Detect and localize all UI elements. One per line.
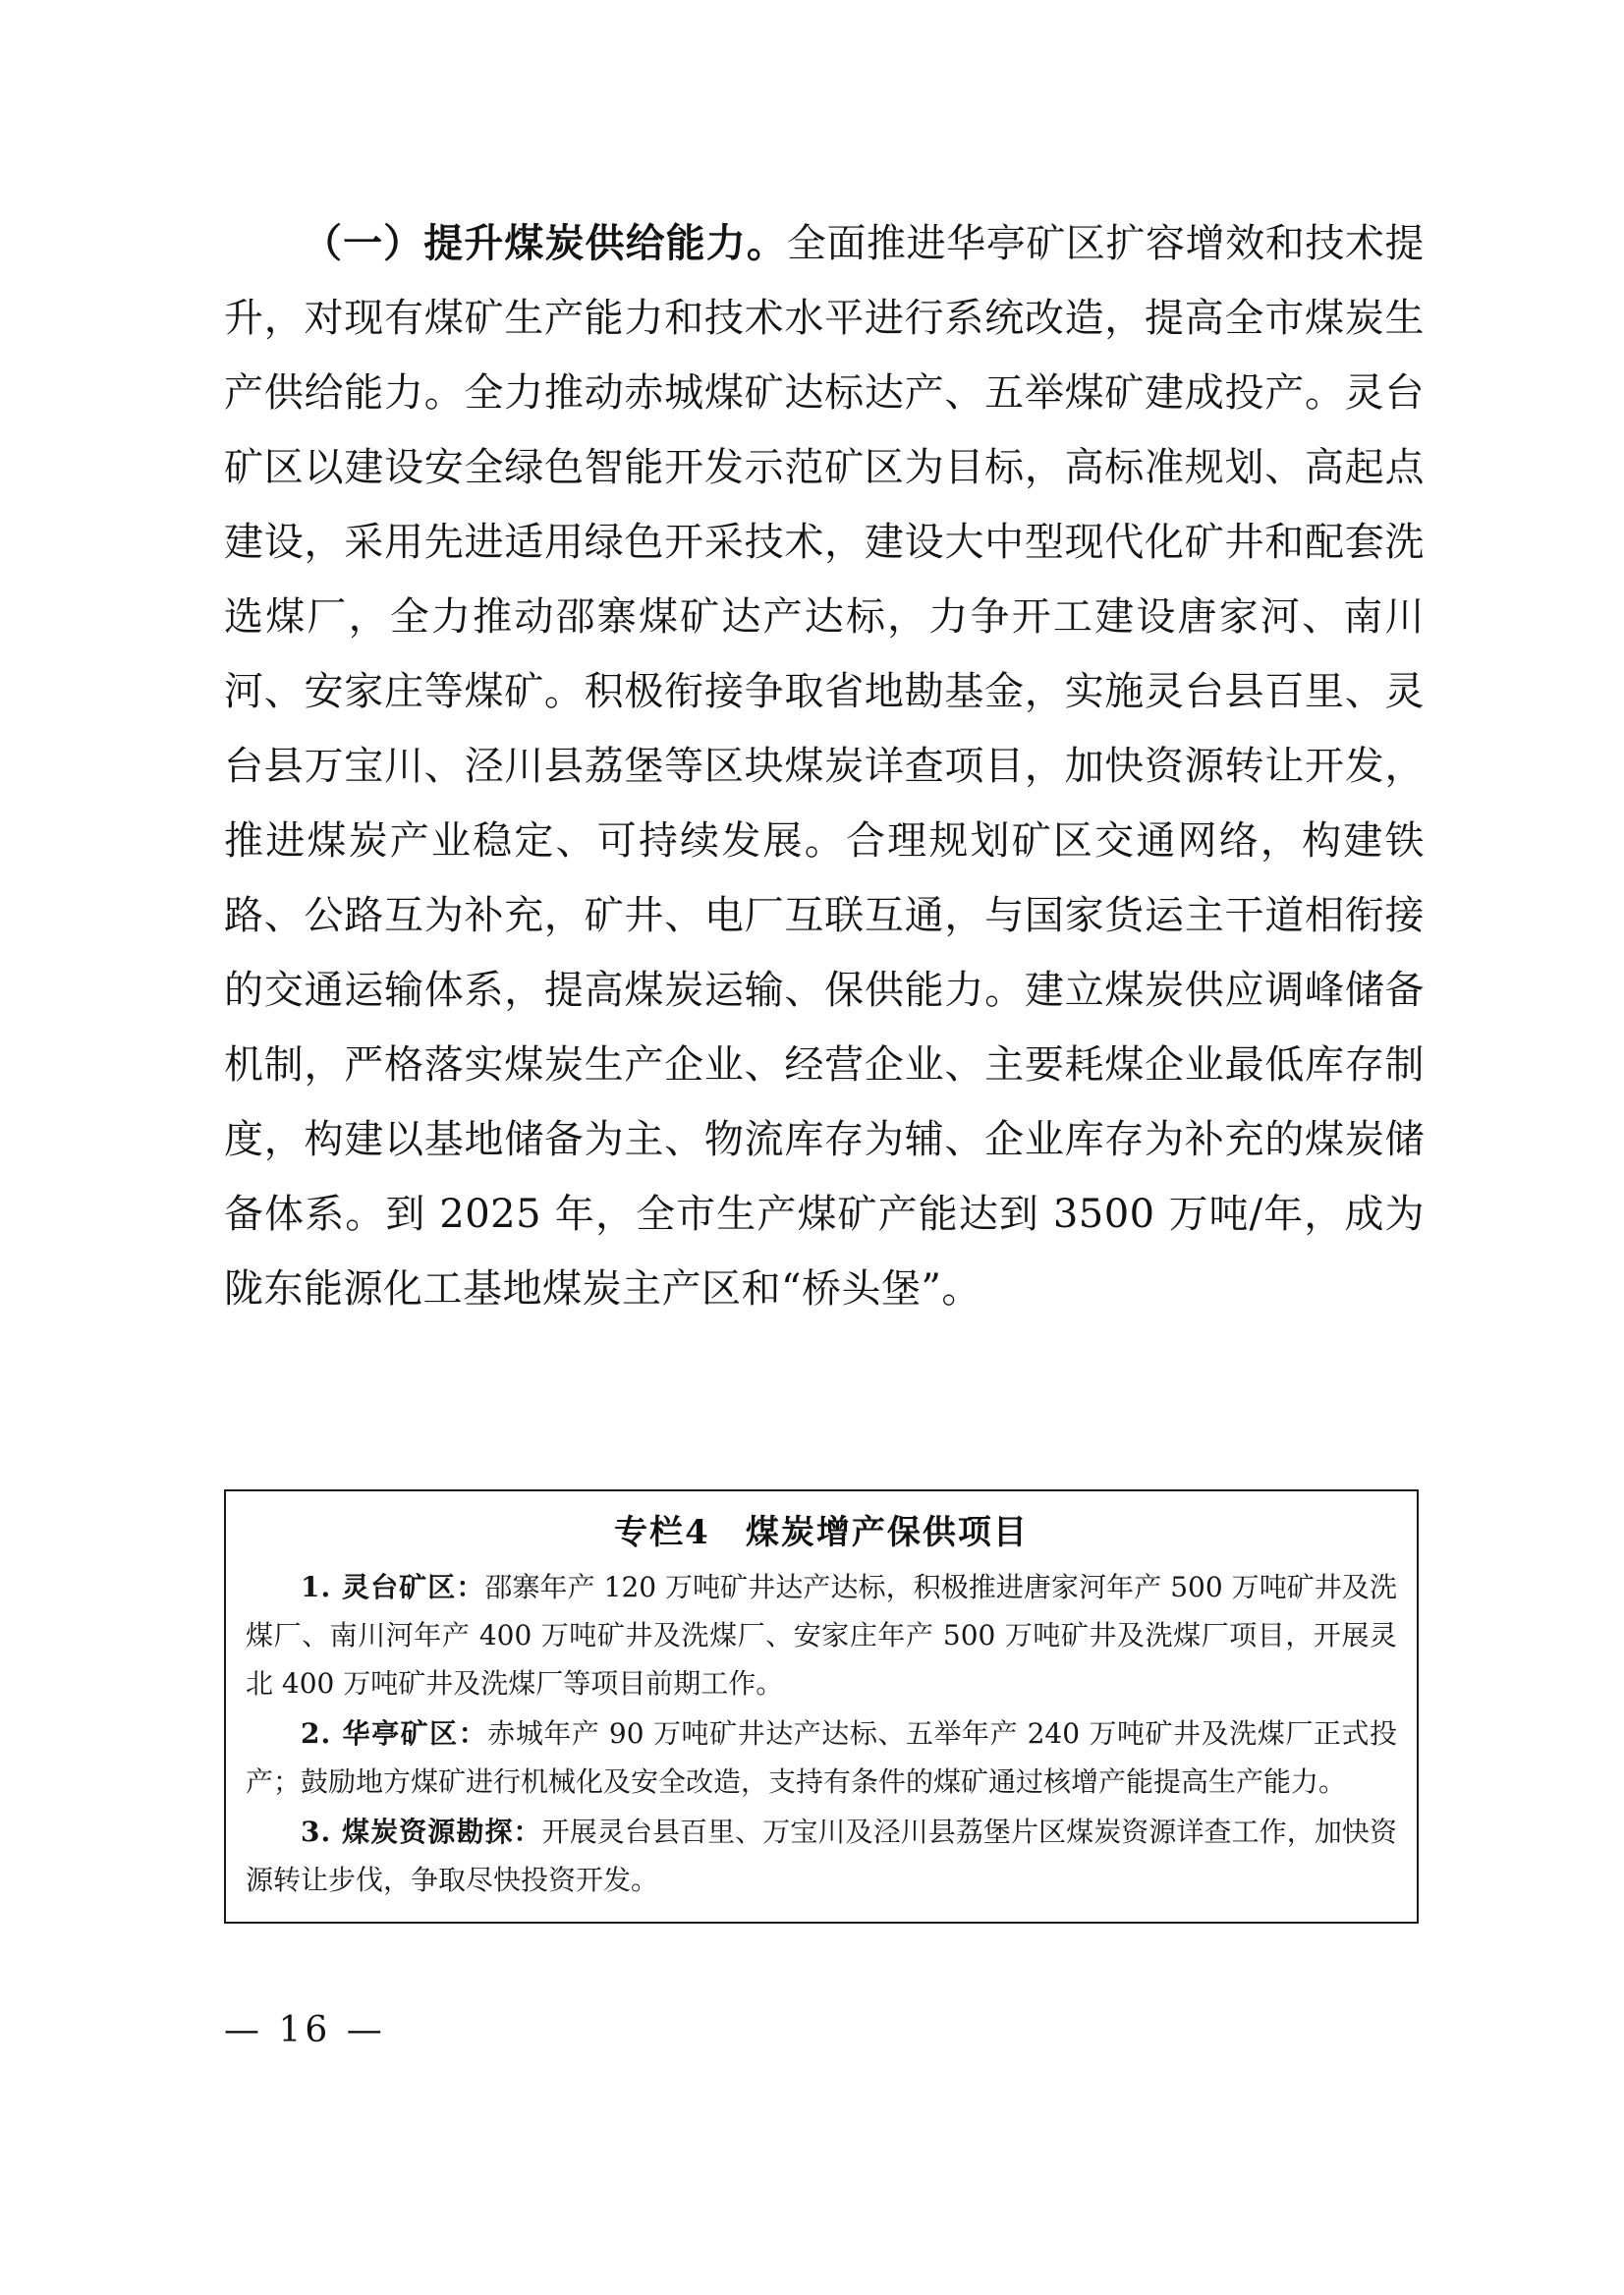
callout-item-head: 3. 煤炭资源勘探： [301,1816,542,1848]
callout-item [246,1808,1397,1904]
callout-box [224,1489,1419,1924]
page-number: — 16 — [224,2010,386,2050]
callout-item-text: 邵寨年产 120 万吨矿井达产达标，积极推进唐家河年产 500 万吨矿井及洗煤厂、南川河年产 400 万吨矿井及洗煤厂、安家庄年产 500 万吨矿井及洗煤厂项目，开展灵北 400 万吨矿井及洗煤厂等项目前期工作。 [246,1571,1397,1700]
main-text-block [224,206,1425,1326]
section-paragraph [224,206,1425,1326]
section-heading: （一）提升煤炭供给能力。 [303,220,787,266]
section-body-text: 全面推进华亭矿区扩容增效和技术提升，对现有煤矿生产能力和技术水平进行系统改造，提高全市煤炭生产供给能力。全力推动赤城煤矿达标达产、五举煤矿建成投产。灵台矿区以建设安全绿色智能开发示范矿区为目标，高标准规划、高起点建设，采用先进适用绿色开采技术，建设大中型现代化矿井和配套洗选煤厂，全力推动邵寨煤矿达产达标，力争开工建设唐家河、南川河、安家庄等煤矿。积极衔接争取省地勘基金，实施灵台县百里、灵台县万宝川、泾川县荔堡等区块煤炭详查项目，加快资源转让开发，推进煤炭产业稳定、可持续发展。合理规划矿区交通网络，构建铁路、公路互为补充，矿井、电厂互联互通，与国家货运主干道相衔接的交通运输体系，提高煤炭运输、保供能力。建立煤炭供应调峰储备机制，严格落实煤炭生产企业、经营企业、主要耗煤企业最低库存制度，构建以基地储备为主、物流库存为辅、企业库存为补充的煤炭储备体系。到 2025 年，全市生产煤矿产能达到 3500 万吨/年，成为陇东能源化工基地煤炭主产区和“桥头堡”。 [224,221,1426,1312]
callout-item [246,1709,1397,1806]
callout-item-text: 开展灵台县百里、万宝川及泾川县荔堡片区煤炭资源详查工作，加快资源转让步伐，争取尽快投资开发。 [246,1816,1397,1896]
callout-box-body [226,1563,1417,1922]
callout-item-head: 1. 灵台矿区： [301,1571,485,1603]
callout-box-title: 专栏4 煤炭增产保供项目 [614,1513,1029,1552]
callout-item-head: 2. 华亭矿区： [301,1717,488,1750]
callout-item [246,1563,1397,1707]
callout-item-text: 赤城年产 90 万吨矿井达产达标、五举年产 240 万吨矿井及洗煤厂正式投产；鼓励地方煤矿进行机械化及安全改造，支持有条件的煤矿通过核增产能提高生产能力。 [246,1717,1397,1798]
